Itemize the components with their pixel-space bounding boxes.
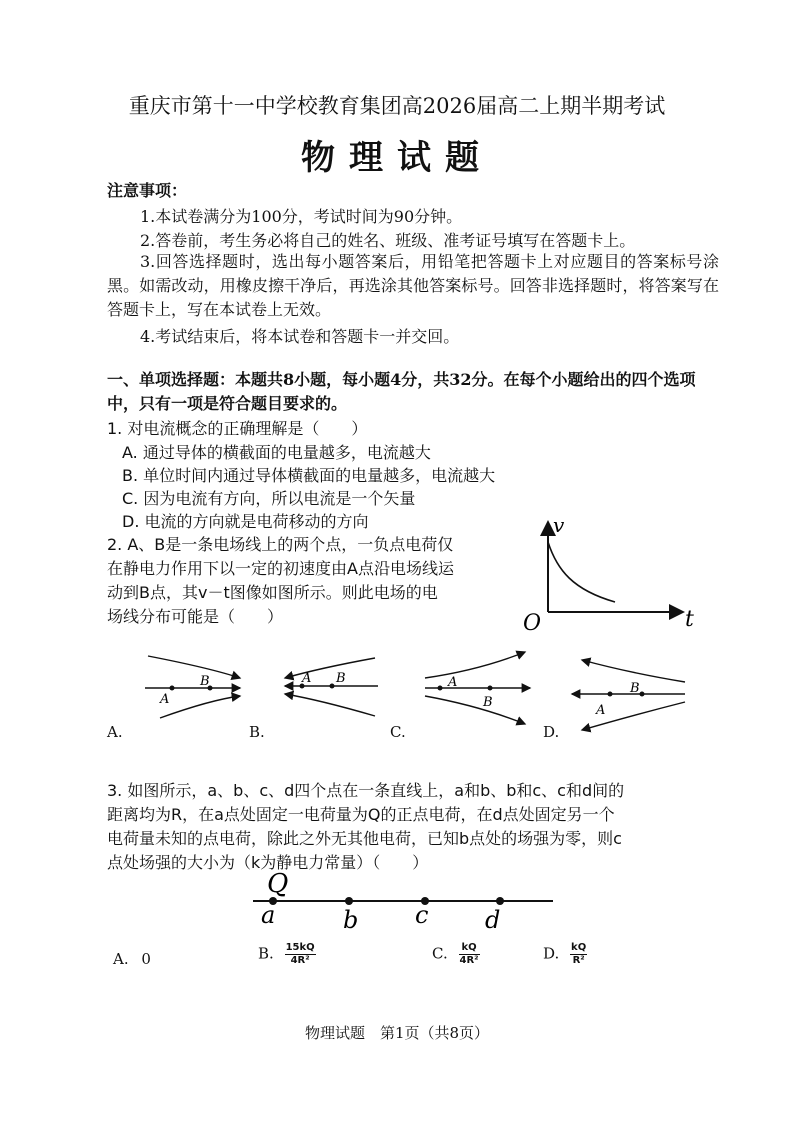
section-heading: 一、单项选择题：本题共8小题，每小题4分，共32分。在每个小题给出的四个选项中，只有一项是符合题目要求的。 [107,370,696,413]
v-axis-label: v [553,513,565,537]
q2-stem-line-2: 在静电力作用下以一定的初速度由A点沿电场线运 [107,559,454,578]
charge-label: Q [267,869,289,899]
origin-label: O [523,611,542,635]
svg-text:A: A [596,703,606,718]
q3-option-d-label: D. [543,944,560,963]
point-a-label: a [261,901,276,929]
q3-option-b-fraction [285,942,316,967]
svg-text:A: A [160,692,170,707]
q3-points-diagram [245,868,565,938]
point-d-label: d [485,906,501,934]
q3-option-c-numerator: kQ [459,942,480,955]
subject-title: 物理试题 [301,138,493,178]
point-d-dot [496,897,504,905]
q3-option-b-numerator: 15kQ [285,942,315,953]
field-option-a [145,656,240,718]
svg-text:B: B [630,681,640,696]
q3-stem-line-3: 电荷量未知的点电荷，除此之外无其他电荷，已知b点处的场强为零，则c [107,829,622,848]
q3-option-b [258,942,316,967]
q2-label-b: B. [249,723,265,741]
q3-stem-line-1: 3. 如图所示，a、b、c、d四个点在一条直线上，a和b、b和c、c和d间的 [107,781,625,800]
point-b-label: b [343,906,359,934]
q3-option-d-denominator: R² [572,955,585,966]
q3-option-a [113,950,151,968]
q2-label-c: C. [390,723,406,741]
q3-option-a-label: A. [113,950,129,968]
note-3: 3.回答选择题时，选出每小题答案后，用铅笔把答题卡上对应题目的答案标号涂黑。如需改动，用橡皮擦干净后，再选涂其他答案标号。回答非选择题时，将答案写在答题卡上，写在本试卷上无效。 [107,252,719,319]
svg-text:B: B [336,671,346,686]
notes-heading: 注意事项： [107,181,188,200]
svg-text:A: A [448,675,458,690]
q3-option-b-label: B. [258,944,274,963]
q3-stem-line-4: 点处场强的大小为（k为静电力常量）（ ） [107,853,429,872]
field-option-b [285,658,378,716]
vt-curve [548,542,615,602]
note-2: 2.答卷前，考生务必将自己的姓名、班级、准考证号填写在答题卡上。 [140,231,636,250]
svg-text:B: B [483,695,493,710]
point-c-label: c [415,901,429,929]
q3-option-d-numerator: kQ [571,942,587,953]
q1-option-d: D. 电流的方向就是电荷移动的方向 [122,512,369,531]
q3-option-c-denominator: 4R² [459,955,479,966]
q1-option-c: C. 因为电流有方向，所以电流是一个矢量 [122,489,416,508]
q2-stem-line-4: 场线分布可能是（ ） [107,607,284,626]
q1-option-a: A. 通过导体的横截面的电量越多，电流越大 [122,443,431,462]
q3-option-d [543,942,587,967]
field-option-c [425,652,530,724]
note-1: 1.本试卷满分为100分，考试时间为90分钟。 [140,207,463,226]
q1-option-b: B. 单位时间内通过导体横截面的电量越多，电流越大 [122,466,496,485]
q3-option-d-fraction [570,942,587,967]
point-b-dot [345,897,353,905]
q3-option-c-label: C. [432,944,448,963]
q3-option-b-denominator: 4R² [290,955,310,966]
q3-option-a-value: 0 [141,950,151,968]
note-4: 4.考试结束后，将本试卷和答题卡一并交回。 [140,327,460,346]
vt-graph [515,510,705,635]
q2-stem-line-1: 2. A、B是一条电场线上的两个点，一负点电荷仅 [107,535,454,554]
q1-stem: 1. 对电流概念的正确理解是（ ） [107,419,368,438]
q2-label-d: D. [543,723,560,741]
t-axis-label: t [685,607,694,632]
q2-label-a: A. [107,723,123,741]
svg-text:A: A [302,671,312,686]
svg-text:B: B [200,674,210,689]
q3-option-c [432,942,480,967]
field-option-d [572,660,685,730]
q3-stem-line-2: 距离均为R，在a点处固定一电荷量为Q的正点电荷，在d点处固定另一个 [107,805,615,824]
q2-stem-line-3: 动到B点，其v－t图像如图所示。则此电场的电 [107,583,438,602]
q3-option-c-fraction [459,942,480,967]
page-footer: 物理试题 第1页（共8页） [304,1024,490,1042]
exam-title: 重庆市第十一中学校教育集团高2026届高二上期半期考试 [128,94,666,118]
